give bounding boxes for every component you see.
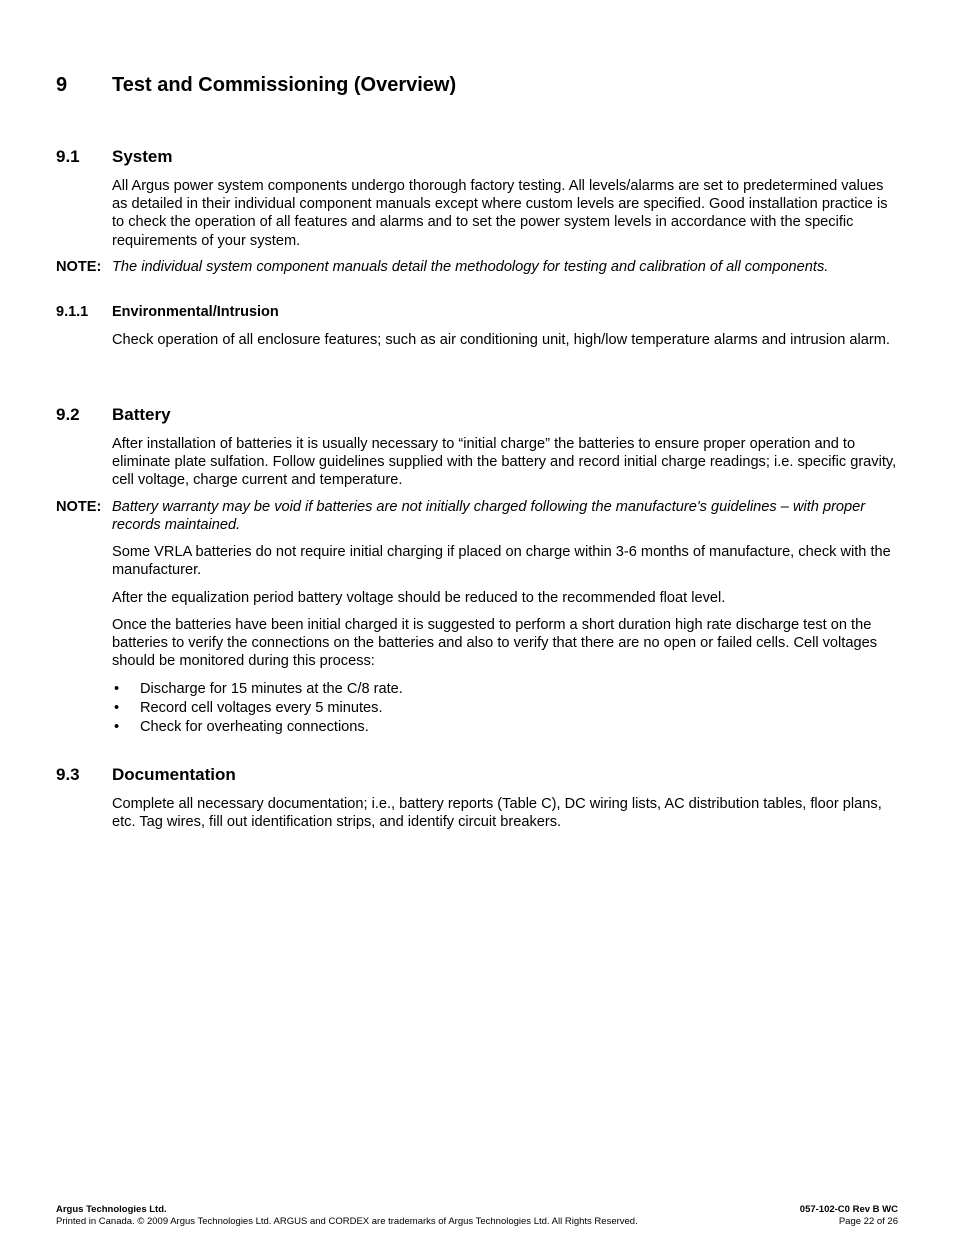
subsubsection-heading-environmental	[56, 304, 279, 320]
note-text: The individual system component manuals detail the methodology for testing and calibration of all components.	[112, 259, 829, 275]
subsection-title: Battery	[112, 405, 171, 424]
battery-paragraph-4: Once the batteries have been initial charged it is suggested to perform a short duration high rate discharge test on the batteries to verify the connections on the batteries and also to verify that there are no open or failed cells. Cell voltages should be monitored during this process:	[112, 617, 877, 670]
section-heading	[56, 74, 456, 97]
subsection-title: System	[112, 147, 173, 166]
bullet-marker: •	[114, 700, 120, 716]
environmental-paragraph: Check operation of all enclosure features; such as air conditioning unit, high/low temperature alarms and intrusion alarm.	[112, 332, 890, 348]
section-number: 9	[56, 74, 68, 96]
battery-paragraph-3: After the equalization period battery voltage should be reduced to the recommended float level.	[112, 590, 726, 606]
subsection-title: Documentation	[112, 765, 236, 784]
list-item	[112, 680, 403, 699]
list-item	[112, 718, 403, 737]
footer-doc-id: 057-102-C0 Rev B WC	[799, 1204, 898, 1215]
footer-page-number: Page 22 of 26	[838, 1215, 898, 1227]
subsection-number: 9.3	[56, 765, 80, 784]
battery-note	[56, 498, 902, 534]
list-item-text: Discharge for 15 minutes at the C/8 rate.	[140, 681, 403, 697]
note-label: NOTE:	[56, 259, 102, 275]
section-title: Test and Commissioning (Overview)	[112, 74, 457, 96]
bullet-marker: •	[114, 681, 120, 697]
subsubsection-number: 9.1.1	[56, 304, 89, 320]
system-note	[56, 258, 902, 276]
list-item	[112, 699, 403, 718]
subsection-heading-documentation	[56, 765, 236, 785]
footer-company: Argus Technologies Ltd.	[56, 1204, 167, 1215]
battery-paragraph-2: Some VRLA batteries do not require initial charging if placed on charge within 3-6 months of manufacture, check with the manufacturer.	[112, 544, 891, 579]
page-footer	[56, 1204, 898, 1227]
subsection-heading-battery	[56, 405, 171, 425]
list-item-text: Record cell voltages every 5 minutes.	[140, 700, 383, 716]
note-text: Battery warranty may be void if batteries are not initially charged following the manufacture's guidelines – with proper records maintained.	[112, 499, 866, 534]
list-item-text: Check for overheating connections.	[140, 719, 369, 735]
system-paragraph: All Argus power system components undergo thorough factory testing. All levels/alarms are set to predetermined values as detailed in their individual component manuals except where custom levels are specified. Good installation practice is to check the operation of all features and alarms and to set the power system levels in accordance with the specific requirements of your system.	[112, 178, 888, 249]
battery-test-list	[112, 680, 403, 737]
subsubsection-title: Environmental/Intrusion	[112, 304, 279, 320]
bullet-marker: •	[114, 719, 120, 735]
battery-paragraph-1: After installation of batteries it is usually necessary to “initial charge” the batteries to ensure proper operation and to eliminate plate sulfation. Follow guidelines supplied with the battery and record initial charge readings; i.e. specific gravity, cell voltage, charge current and temperature.	[112, 436, 897, 489]
subsection-number: 9.1	[56, 147, 80, 166]
subsection-number: 9.2	[56, 405, 80, 424]
note-label: NOTE:	[56, 499, 102, 515]
subsection-heading-system	[56, 147, 172, 167]
footer-copyright: Printed in Canada. © 2009 Argus Technologies Ltd. ARGUS and CORDEX are trademarks of Argus Technologies Ltd. All Rights Reserved.	[56, 1215, 638, 1227]
documentation-paragraph: Complete all necessary documentation; i.e., battery reports (Table C), DC wiring lists, AC distribution tables, floor plans, etc. Tag wires, fill out identification strips, and identify circuit breakers.	[112, 796, 882, 831]
